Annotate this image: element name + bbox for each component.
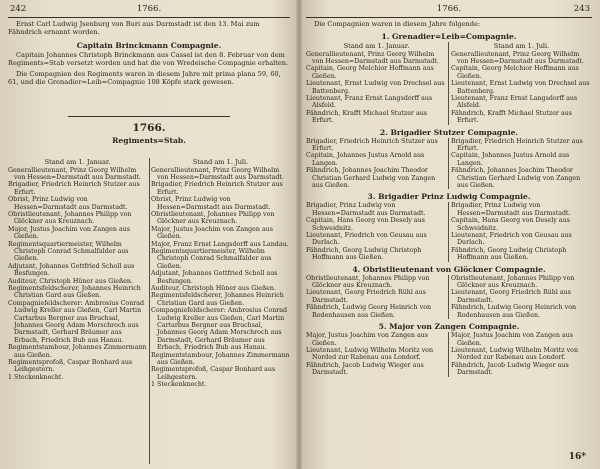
- company-column-left: [306, 332, 447, 376]
- left-year-block: [8, 121, 290, 146]
- column-header: Stand am 1. Januar.: [44, 158, 111, 166]
- roster-entry: Fähndrich, Jacob Ludwig Wieger aus Darmstadt.: [451, 361, 569, 377]
- staff-entry: Major, Justus Joachim von Zangen aus Gießen.: [151, 225, 273, 241]
- staff-entry: 1 Steckenknecht.: [8, 373, 64, 381]
- staff-entry: Auditeur, Christoph Hüner aus Gießen.: [151, 285, 276, 292]
- staff-entry: Auditeur, Christoph Hüner aus Gießen.: [8, 277, 133, 285]
- roster-entry: Lieutenant, Friedrich von Geusau aus Durlach.: [451, 232, 572, 247]
- roster-entry: Fähndrich, Jacob Ludwig Wieger aus Darmstadt.: [306, 361, 424, 377]
- company-section: [306, 321, 592, 376]
- roster-entry: Capitain, Johannes Justus Arnold aus Langen.: [306, 152, 425, 167]
- roster-entry: Obristlieutenant, Johannes Philipp von Glöckner aus Kreuznach.: [306, 274, 430, 290]
- company-heading: Capitain Brinckmann Compagnie.: [76, 41, 222, 51]
- company-column-right: [451, 138, 592, 190]
- column-divider: [448, 42, 449, 125]
- column-divider: [448, 138, 449, 190]
- roster-entry: Brigadier, Prinz Ludwig von Hessen=Darmstadt aus Darmstadt.: [306, 202, 426, 217]
- company-column-right: [451, 275, 592, 319]
- staff-entry: Regimentsquartiermeister, Wilhelm Christoph Conrad Schmalfalder aus Gießen.: [151, 247, 272, 270]
- staff-entry: Obrist, Prinz Ludwig von Hessen=Darmstadt aus Darmstadt.: [151, 196, 271, 211]
- signature-mark: 16*: [568, 452, 586, 462]
- roster-entry: Fähndrich, Georg Ludwig Christoph Hoffmann aus Gießen.: [306, 246, 422, 262]
- roster-entry: Fähndrich, Krafft Michael Stutzer aus Erfurt.: [306, 109, 427, 125]
- staff-column-july: [151, 158, 290, 389]
- staff-entry: Compagniefeldscherer: Ambrosius Conrad Ludwig Kreller aus Gießen, Carl Martin Cartarbus Bergner aus Bruchsal, Johannes Georg Adam Morschroch aus Darmstadt, Gerhard Bräumer aus Erbach, Friedrich Bub aus Hanau.: [8, 299, 145, 344]
- roster-entry: Fähndrich, Johannes Joachim Theodor Christian Gerhard Ludwig von Zangen aus Gießen.: [451, 167, 581, 189]
- roster-entry: Lieutenant, Georg Friedrich Rühl aus Darmstadt.: [451, 289, 571, 304]
- company-title: 5. Major von Zangen Compagnie.: [378, 322, 520, 332]
- roster-entry: Brigadier, Prinz Ludwig von Hessen=Darmstadt aus Darmstadt.: [451, 202, 571, 217]
- staff-entry: Regimentsprofoß, Caspar Bonhard aus Leihgestern.: [8, 359, 133, 374]
- roster-entry: Obristlieutenant, Johannes Philipp von Glöckner aus Kreuznach.: [451, 274, 575, 290]
- roster-entry: Lieutenant, Ludwig Wilhelm Moritz von Norded zur Rabenau aus Londorf.: [451, 346, 579, 362]
- roster-entry: Lieutenant, Friedrich von Geusau aus Durlach.: [306, 232, 427, 247]
- company-column-left: [306, 202, 447, 261]
- staff-entry: Regimentsquartiermeister, Wilhelm Christoph Conrad Schmalfalder aus Gießen.: [8, 240, 129, 263]
- roster-entry: Fähndrich, Krafft Michael Stutzer aus Erfurt.: [451, 109, 572, 125]
- staff-entry: Adjutant, Johannes Gottfried Scholl aus Besfungen.: [151, 270, 278, 285]
- section-heading: Regiments=Stab.: [112, 136, 186, 145]
- roster-entry: Lieutenant, Ludwig Wilhelm Moritz von Norded zur Rabenau aus Londorf.: [306, 346, 434, 362]
- roster-entry: Major, Justus Joachim von Zangen aus Gießen.: [306, 332, 428, 347]
- staff-entry: Obrist, Prinz Ludwig von Hessen=Darmstadt aus Darmstadt.: [8, 196, 128, 211]
- staff-entry: Compagniefeldscherer: Ambrosius Conrad Ludwig Kreller aus Gießen, Carl Martin Cartarbus Bergner aus Bruchsal, Johannes Georg Adam Morschroch aus Darmstadt, Gerhard Bräumer aus Erbach, Friedrich Bub aus Hanau.: [151, 307, 288, 352]
- roster-entry: Capitain, Hans Georg von Desely aus Schweidnitz.: [306, 217, 425, 232]
- column-divider: [448, 202, 449, 261]
- roster-entry: Lieutenant, Ernst Ludwig von Drechsel aus Battenberg.: [451, 80, 590, 95]
- left-page-header: [8, 4, 290, 16]
- staff-entry: Obristlieutenant, Johannes Philipp von Glöckner aus Kreuznach.: [151, 210, 275, 226]
- staff-columns: [8, 158, 290, 464]
- roster-entry: Lieutenant, Franz Ernst Langsdorff aus Alsfeld.: [451, 94, 578, 110]
- company-column-right: [451, 42, 592, 125]
- company-title: 2. Brigadier Stutzer Compagnie.: [379, 127, 519, 137]
- company-column-left: [306, 275, 447, 319]
- roster-entry: Lieutenant, Franz Ernst Langsdorff aus Alsfeld.: [306, 94, 433, 110]
- left-intro-block: [8, 20, 290, 87]
- roster-entry: Lieutenant, Georg Friedrich Rühl aus Darmstadt.: [306, 289, 426, 304]
- company-column-left: [306, 42, 447, 125]
- company-paragraph: Capitain Johannes Christoph Brinckmann aus Cassel ist den 8. Februar von dem Regiments=Stab versetzt worden und hat die von Wredeische Compagnie erhalten.: [8, 51, 289, 68]
- staff-entry: Regimentsfeldscherer, Johannes Heinrich Christian Gard aus Gießen.: [8, 285, 141, 300]
- staff-entry: Brigadier, Friedrich Heinrich Stutzer aus Erfurt.: [8, 181, 140, 196]
- right-page-header: [306, 4, 592, 16]
- roster-entry: Brigadier, Friedrich Heinrich Stutzer aus Erfurt.: [306, 137, 438, 152]
- staff-entry: Regimentsfeldscherer, Johannes Heinrich Christian Gard aus Gießen.: [151, 292, 284, 307]
- company-title: 4. Obristlieutenant von Glöckner Compagnie.: [352, 264, 546, 274]
- roster-entry: Lieutenant, Ernst Ludwig von Drechsel aus Battenberg.: [306, 80, 445, 95]
- roster-entry: Generallieutenant, Prinz Georg Wilhelm von Hessen=Darmstadt aus Darmstadt.: [306, 50, 439, 65]
- intro-paragraph: Ernst Carl Ludwig Jsenburg von Buri aus Darmstadt ist den 13. Mai zum Fähndrich ernannt worden.: [8, 20, 260, 37]
- column-divider: [149, 158, 150, 464]
- staff-entry: Regimentstambour, Johannes Zimmermann aus Gießen.: [8, 344, 147, 359]
- year-heading: 1766.: [132, 122, 166, 134]
- staff-entry: Regimentstambour, Johannes Zimmermann aus Gießen.: [151, 351, 290, 367]
- roster-entry: Brigadier, Friedrich Heinrich Stutzer aus Erfurt.: [451, 137, 583, 152]
- roster-entry: Capitain, Johannes Justus Arnold aus Langen.: [451, 152, 570, 167]
- column-header: Stand am 1. Januar.: [343, 42, 410, 50]
- book-gutter: [296, 0, 302, 469]
- company-section: [306, 191, 592, 261]
- right-intro-block: [306, 20, 592, 28]
- column-header: Stand am 1. Juli.: [192, 158, 249, 166]
- staff-entry: Generallieutenant, Prinz Georg Wilhelm von Hessen=Darmstadt aus Darmstadt.: [8, 166, 141, 181]
- roster-entry: Generallieutenant, Prinz Georg Wilhelm von Hessen=Darmstadt aus Darmstadt.: [451, 50, 584, 65]
- column-divider: [448, 275, 449, 319]
- roster-entry: Fähndrich, Johannes Joachim Theodor Christian Gerhard Ludwig von Zangen aus Gießen.: [306, 167, 436, 189]
- closing-paragraph: Die Compagnien des Regiments waren in diesem Jahre mit prima plana 59, 60, 61, und die Grenadier=Leib=Compagnie 108 Köpfe stark gewesen.: [8, 70, 281, 87]
- staff-entry: 1 Steckenknecht.: [151, 381, 207, 389]
- company-column-right: [451, 202, 592, 261]
- intro-paragraph: Die Compagnien waren in diesem Jahre folgende:: [314, 20, 481, 28]
- company-section: [306, 264, 592, 319]
- company-column-right: [451, 332, 592, 376]
- header-rule: [306, 17, 592, 18]
- staff-entry: Adjutant, Johannes Gottfried Scholl aus Besfungen.: [8, 262, 135, 278]
- left-page: [8, 0, 290, 469]
- running-head: 1766.: [436, 4, 462, 14]
- roster-entry: Fähndrich, Ludwig Georg Heinrich von Rodenhausen aus Gießen.: [451, 304, 577, 319]
- staff-column-january: [8, 158, 147, 389]
- company-title: 1. Grenadier=Leib=Compagnie.: [381, 32, 517, 41]
- roster-entry: Capitain, Georg Melchior Hoffmann aus Gießen.: [451, 65, 579, 80]
- running-head: 1766.: [136, 4, 162, 14]
- page-number: 243: [573, 4, 590, 14]
- staff-entry: Regimentsprofoß, Caspar Bonhard aus Leihgestern.: [151, 366, 276, 381]
- roster-entry: Capitain, Georg Melchior Hoffmann aus Gießen.: [306, 65, 434, 80]
- roster-entry: Major, Justus Joachim von Zangen aus Gießen.: [451, 332, 573, 347]
- page-number: 242: [10, 4, 27, 14]
- company-title: 3. Brigadier Prinz Ludwig Compagnie.: [367, 192, 531, 202]
- roster-entry: Fähndrich, Ludwig Georg Heinrich von Rodenhausen aus Gießen.: [306, 304, 432, 319]
- staff-entry: Generallieutenant, Prinz Georg Wilhelm von Hessen=Darmstadt aus Darmstadt.: [151, 166, 284, 181]
- section-rule: [68, 116, 230, 117]
- column-divider: [448, 332, 449, 376]
- company-section: [306, 31, 592, 125]
- staff-entry: Obristlieutenant, Johannes Philipp von Glöckner aus Kreuznach.: [8, 210, 132, 226]
- staff-entry: Major, Justus Joachim von Zangen aus Gießen.: [8, 225, 130, 241]
- companies-list: [306, 29, 592, 449]
- company-column-left: [306, 138, 447, 190]
- roster-entry: Capitain, Hans Georg von Desely aus Schweidnitz.: [451, 217, 570, 232]
- company-section: [306, 127, 592, 190]
- header-rule: [8, 17, 290, 18]
- column-header: Stand am 1. Juli.: [493, 42, 550, 50]
- staff-entry: Major, Franz Ernst Langsdorff aus Landau.: [151, 240, 289, 248]
- roster-entry: Fähndrich, Georg Ludwig Christoph Hoffmann aus Gießen.: [451, 246, 567, 262]
- staff-entry: Brigadier, Friedrich Heinrich Stutzer aus Erfurt.: [151, 181, 283, 196]
- right-page: [306, 0, 592, 469]
